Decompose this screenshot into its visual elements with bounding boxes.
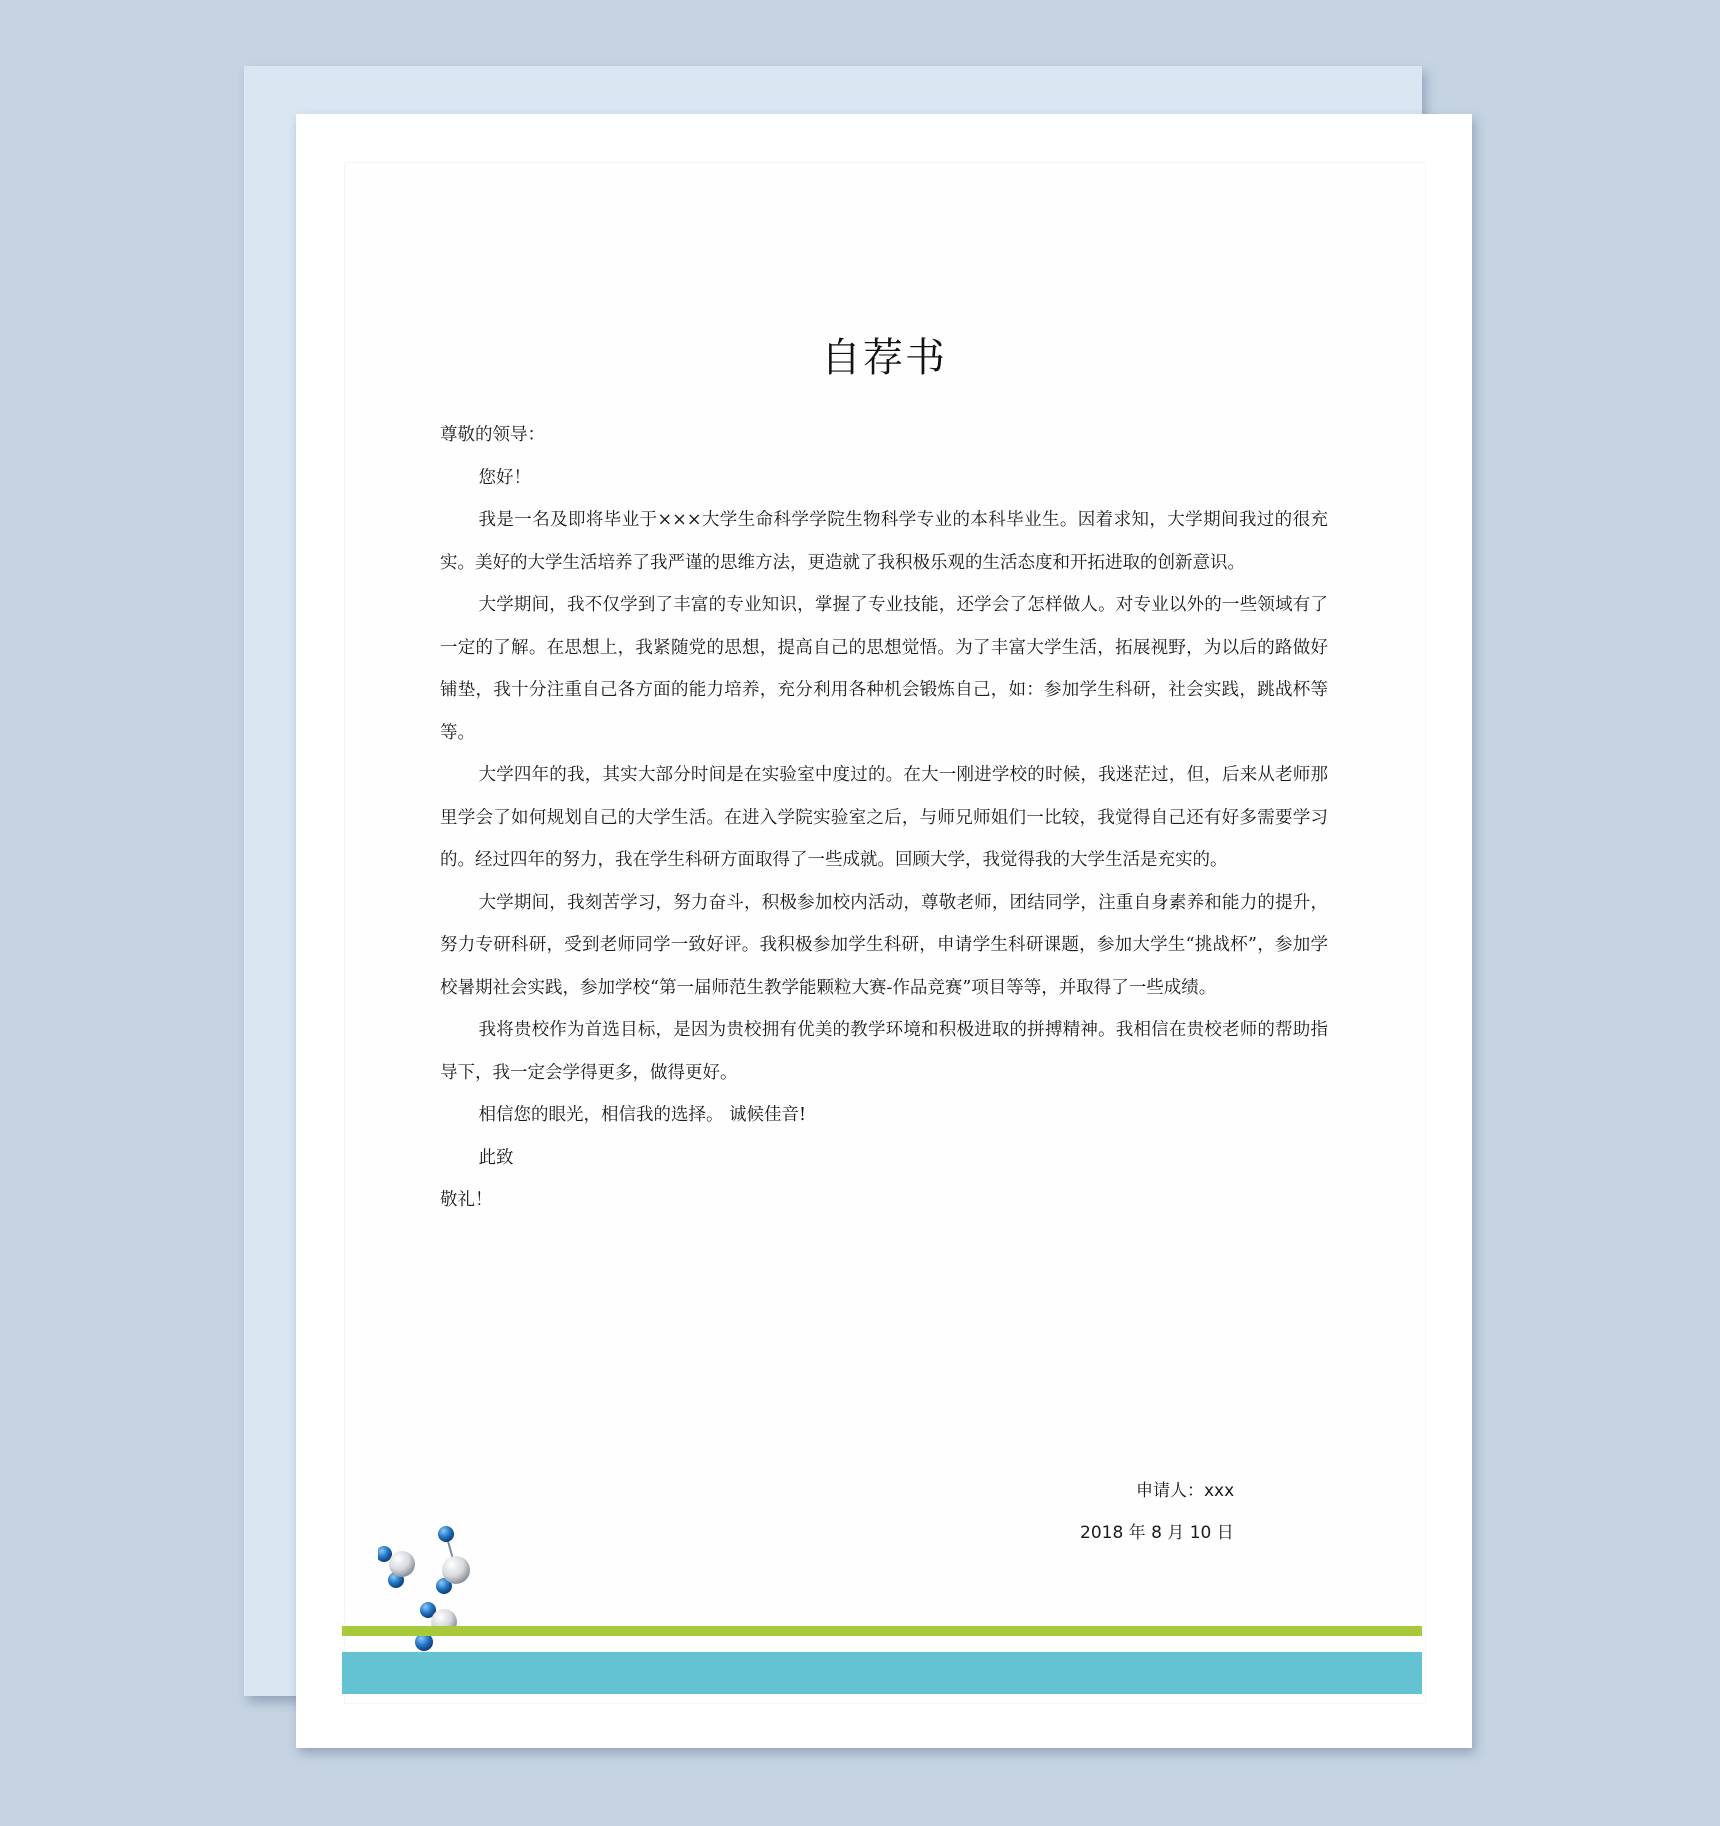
document-page bbox=[296, 114, 1472, 1748]
paragraph-6: 相信您的眼光，相信我的选择。 诚候佳音! bbox=[478, 1105, 807, 1125]
paragraph-4: 大学期间，我刻苦学习，努力奋斗，积极参加校内活动，尊敬老师，团结同学，注重自身素养和能力的提升，努力专研科研，受到老师同学一致好评。我积极参加学生科研，申请学生科研课题，参加大学生“挑战杯”，参加学校暑期社会实践，参加学校“第一届师范生教学能颗粒大赛-作品竞赛”项目等等，并取得了一些成绩。 bbox=[440, 892, 1328, 998]
paragraph-5: 我将贵校作为首选目标，是因为贵校拥有优美的教学环境和积极进取的拼搏精神。我相信在贵校老师的帮助指导下，我一定会学得更多，做得更好。 bbox=[440, 1020, 1328, 1083]
molecule-graphic bbox=[378, 1526, 508, 1666]
molecule-icon bbox=[378, 1526, 508, 1666]
blue-footer-band bbox=[342, 1652, 1422, 1694]
greeting: 您好！ bbox=[478, 467, 531, 488]
applicant-signature: 申请人：xxx bbox=[1136, 1481, 1235, 1501]
paragraph-1: 我是一名及即将毕业于×××大学生命科学学院生物科学专业的本科毕业生。因着求知，大学期间我过的很充实。美好的大学生活培养了我严谨的思维方法，更造就了我积极乐观的生活态度和开拓进取的创新意识。 bbox=[440, 510, 1328, 573]
document-title: 自荐书 bbox=[821, 335, 947, 381]
closing-ci-zhi: 此致 bbox=[478, 1147, 514, 1168]
paragraph-3: 大学四年的我，其实大部分时间是在实验室中度过的。在大一刚进学校的时候，我迷茫过，但，后来从老师那里学会了如何规划自己的大学生活。在进入学院实验室之后，与师兄师姐们一比较，我觉得自己还有好多需要学习的。经过四年的努力，我在学生科研方面取得了一些成就。回顾大学，我觉得我的大学生活是充实的。 bbox=[440, 765, 1328, 870]
letter-body bbox=[440, 414, 1328, 1222]
letter-date: 2018 年 8 月 10 日 bbox=[1080, 1523, 1234, 1543]
closing-jing-li: 敬礼！ bbox=[440, 1190, 493, 1210]
salutation: 尊敬的领导： bbox=[440, 425, 545, 445]
green-footer-stripe bbox=[342, 1626, 1422, 1636]
paragraph-2: 大学期间，我不仅学到了丰富的专业知识，掌握了专业技能，还学会了怎样做人。对专业以外的一些领域有了一定的了解。在思想上，我紧随党的思想，提高自己的思想觉悟。为了丰富大学生活，拓展视野，为以后的路做好铺垫，我十分注重自己各方面的能力培养，充分利用各种机会锻炼自己，如：参加学生科研，社会实践，跳战杯等等。 bbox=[440, 595, 1328, 743]
